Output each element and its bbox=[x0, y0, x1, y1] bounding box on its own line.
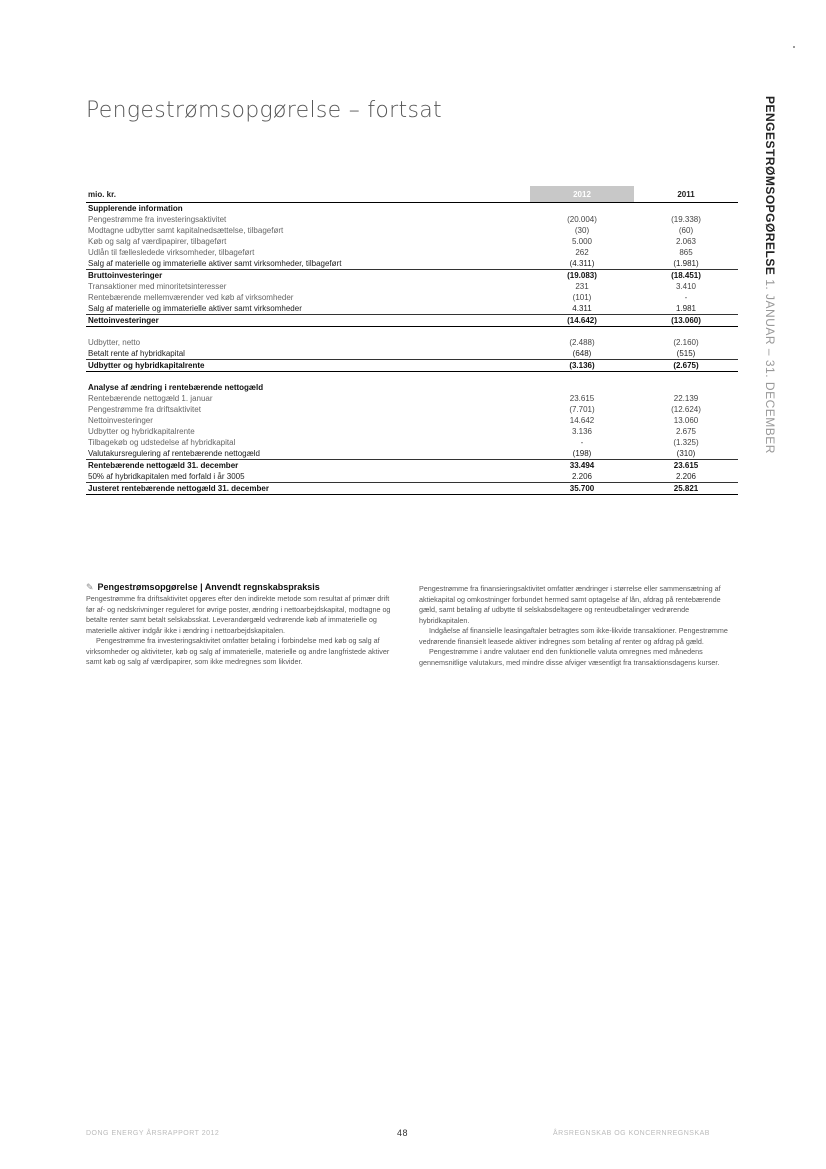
table-row bbox=[86, 404, 738, 415]
value-2012: (648) bbox=[530, 348, 634, 360]
page-title: Pengestrømsopgørelse – fortsat bbox=[86, 98, 442, 123]
row-label: Køb og salg af værdipapirer, tilbageført bbox=[88, 237, 227, 246]
row-label: Udbytter og hybridkapitalrente bbox=[88, 427, 195, 436]
value-2011 bbox=[634, 327, 738, 338]
row-label: Nettoinvesteringer bbox=[88, 416, 153, 425]
notes-heading-text: Pengestrømsopgørelse | Anvendt regnskabspraksis bbox=[97, 582, 320, 592]
value-2011: (2.160) bbox=[673, 338, 699, 347]
value-2012: 2.206 bbox=[530, 471, 634, 483]
value-2012: - bbox=[580, 438, 584, 447]
value-2011: 2.675 bbox=[675, 427, 697, 436]
notes-left-column bbox=[86, 594, 398, 668]
value-2011 bbox=[634, 372, 738, 383]
value-2011: (310) bbox=[634, 448, 738, 460]
value-2011: - bbox=[684, 293, 688, 302]
side-section-label bbox=[758, 96, 778, 526]
table-row bbox=[86, 483, 738, 495]
notes-heading bbox=[86, 582, 320, 593]
value-2011: (1.981) bbox=[634, 258, 738, 270]
row-label: Rentebærende mellemværender ved køb af virksomheder bbox=[88, 293, 294, 302]
table-row bbox=[86, 460, 738, 472]
value-2011: 22.139 bbox=[673, 394, 699, 403]
year-2012-header: 2012 bbox=[530, 186, 634, 203]
table-row bbox=[86, 437, 738, 448]
value-2012: 23.615 bbox=[569, 394, 595, 403]
notes-right-paragraph: Pengestrømme i andre valutaer end den funktionelle valuta omregnes med månedens gennemsnitlige valutakurs, med mindre disse afviger væsentligt fra transaktionsdagens kurser. bbox=[419, 647, 720, 667]
value-2012 bbox=[530, 327, 634, 338]
row-label: Analyse af ændring i rentebærende nettogæld bbox=[88, 383, 264, 392]
value-2012: (3.136) bbox=[530, 360, 634, 372]
value-2011: 2.206 bbox=[634, 471, 738, 483]
value-2012: 262 bbox=[575, 248, 589, 257]
cashflow-table bbox=[86, 186, 738, 495]
value-2011: 865 bbox=[679, 248, 693, 257]
side-label-bold: PENGESTRØMSOPGØRELSE bbox=[763, 96, 777, 276]
row-label: Salg af materielle og immaterielle aktiver samt virksomheder bbox=[86, 303, 530, 315]
row-label: Salg af materielle og immaterielle aktiver samt virksomheder, tilbageført bbox=[86, 258, 530, 270]
table-row bbox=[86, 426, 738, 437]
row-label: 50% af hybridkapitalen med forfald i år 3005 bbox=[86, 471, 530, 483]
value-2012 bbox=[530, 372, 634, 383]
table-row bbox=[86, 270, 738, 282]
row-label: Udbytter, netto bbox=[88, 338, 141, 347]
footer-right: ÅRSREGNSKAB OG KONCERNREGNSKAB bbox=[553, 1130, 710, 1137]
notes-right-paragraph: Pengestrømme fra finansieringsaktivitet omfatter ændringer i størrelse eller sammensætning af aktiekapital og omkostninger forbundet hermed samt optagelse af lån, afdrag på rentebærende gæld, samt betaling af udbytte til selskabsdeltagere og renteudbetalinger vedrørende hybridkapitalen. bbox=[419, 584, 721, 625]
value-2012: (30) bbox=[574, 226, 590, 235]
notes-left-paragraph: Pengestrømme fra driftsaktivitet opgøres efter den indirekte metode som resultat af primær drift før af- og nedskrivninger reguleret for øvrige poster, ændring i nettoarbejdskapital, modtagne og betalte renter samt betalt selskabsskat. Leverandørgæld vedrørende køb af immaterielle og materielle aktiver indgår ikke i ændring i nettoarbejdskapitalen. bbox=[86, 594, 391, 635]
table-row bbox=[86, 225, 738, 236]
value-2011 bbox=[634, 203, 738, 215]
value-2011: 2.063 bbox=[675, 237, 697, 246]
value-2012 bbox=[530, 382, 634, 393]
table-header bbox=[86, 186, 738, 203]
table-row bbox=[86, 247, 738, 258]
value-2011: (60) bbox=[678, 226, 694, 235]
value-2012: 5.000 bbox=[571, 237, 593, 246]
notes-left-paragraph: Pengestrømme fra investeringsaktivitet omfatter betaling i forbindelse med køb og salg af virksomheder og aktiviteter, køb og salg af immaterielle, materielle og andre langfristede aktiver samt køb og salg af værdipapirer, som ikke medregnes som likvider. bbox=[86, 636, 390, 666]
row-label bbox=[86, 327, 530, 338]
row-label: Nettoinvesteringer bbox=[86, 315, 530, 327]
value-2012: (101) bbox=[572, 293, 592, 302]
table-row bbox=[86, 303, 738, 315]
page-number: 48 bbox=[397, 1128, 409, 1138]
row-label: Rentebærende nettogæld 1. januar bbox=[88, 394, 213, 403]
table-row bbox=[86, 471, 738, 483]
row-label bbox=[86, 372, 530, 383]
value-2012: 3.136 bbox=[571, 427, 593, 436]
side-label-light: 1. JANUAR – 31. DECEMBER bbox=[763, 275, 777, 454]
row-label: Supplerende information bbox=[88, 204, 183, 213]
table-row bbox=[86, 337, 738, 348]
row-label: Modtagne udbytter samt kapitalnedsættelse, tilbageført bbox=[88, 226, 284, 235]
value-2012: 231 bbox=[575, 282, 589, 291]
value-2011: (13.060) bbox=[634, 315, 738, 327]
table-row bbox=[86, 348, 738, 360]
table-row bbox=[86, 415, 738, 426]
row-label: Rentebærende nettogæld 31. december bbox=[88, 461, 239, 470]
value-2011: 3.410 bbox=[675, 282, 697, 291]
row-label: Betalt rente af hybridkapital bbox=[86, 348, 530, 360]
scan-dot bbox=[793, 46, 795, 48]
table-row bbox=[86, 292, 738, 303]
row-label: Justeret rentebærende nettogæld 31. december bbox=[86, 483, 530, 495]
table-row bbox=[86, 360, 738, 372]
value-2012: (2.488) bbox=[569, 338, 595, 347]
row-label: Udlån til fællesledede virksomheder, tilbageført bbox=[88, 248, 255, 257]
row-label: Transaktioner med minoritetsinteresser bbox=[88, 282, 227, 291]
value-2012: (14.642) bbox=[530, 315, 634, 327]
value-2012: 4.311 bbox=[530, 303, 634, 315]
table-row bbox=[86, 448, 738, 460]
value-2011: (1.325) bbox=[673, 438, 699, 447]
value-2011: (19.338) bbox=[671, 215, 701, 224]
spacer-row bbox=[86, 327, 738, 338]
value-2011: (18.451) bbox=[671, 271, 701, 280]
row-label: Tilbagekøb og udstedelse af hybridkapital bbox=[88, 438, 236, 447]
value-2011: (2.675) bbox=[634, 360, 738, 372]
year-2011-header: 2011 bbox=[634, 186, 738, 203]
value-2012: 33.494 bbox=[569, 461, 595, 470]
value-2012: 14.642 bbox=[569, 416, 595, 425]
value-2012: (7.701) bbox=[569, 405, 595, 414]
table-row bbox=[86, 203, 738, 215]
table-row bbox=[86, 315, 738, 327]
table-row bbox=[86, 382, 738, 393]
table-row bbox=[86, 281, 738, 292]
table-row bbox=[86, 236, 738, 247]
row-label: Bruttoinvesteringer bbox=[88, 271, 163, 280]
notes-right-column bbox=[419, 584, 737, 668]
value-2012: (20.004) bbox=[567, 215, 597, 224]
table-row bbox=[86, 258, 738, 270]
value-2011: 23.615 bbox=[673, 461, 699, 470]
value-2012: (198) bbox=[530, 448, 634, 460]
value-2011: 1.981 bbox=[634, 303, 738, 315]
unit-label: mio. kr. bbox=[86, 186, 530, 203]
value-2012: (4.311) bbox=[530, 258, 634, 270]
value-2011: (515) bbox=[634, 348, 738, 360]
spacer-row bbox=[86, 372, 738, 383]
value-2011: (12.624) bbox=[671, 405, 701, 414]
row-label: Pengestrømme fra driftsaktivitet bbox=[88, 405, 201, 414]
value-2011: 13.060 bbox=[673, 416, 699, 425]
row-label: Valutakursregulering af rentebærende nettogæld bbox=[86, 448, 530, 460]
value-2011 bbox=[634, 382, 738, 393]
table-row bbox=[86, 393, 738, 404]
row-label: Udbytter og hybridkapitalrente bbox=[86, 360, 530, 372]
info-icon: ✎ bbox=[86, 582, 94, 592]
footer-left: DONG ENERGY ÅRSRAPPORT 2012 bbox=[86, 1130, 220, 1137]
value-2012: (19.083) bbox=[567, 271, 597, 280]
notes-right-paragraph: Indgåelse af finansielle leasingaftaler betragtes som ikke-likvide transaktioner. Pengestrømme vedrørende finansielt leasede aktiver indregnes som betaling af renter og afdrag på gæld. bbox=[419, 626, 728, 646]
value-2011: 25.821 bbox=[634, 483, 738, 495]
value-2012: 35.700 bbox=[530, 483, 634, 495]
table-row bbox=[86, 214, 738, 225]
row-label: Pengestrømme fra investeringsaktivitet bbox=[88, 215, 227, 224]
value-2012 bbox=[530, 203, 634, 215]
